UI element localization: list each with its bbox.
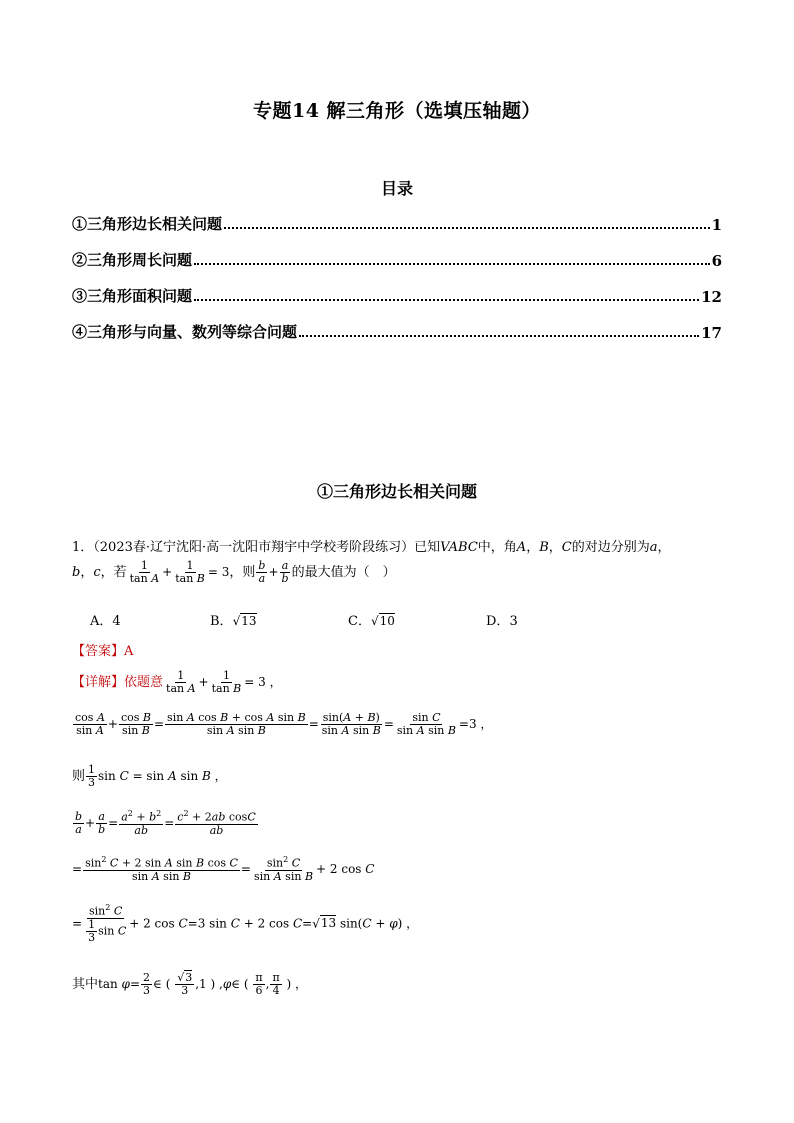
where-label: 其中 [72,977,99,993]
toc-item-label: ①三角形边长相关问题 [72,215,223,233]
question-number: 1． [72,540,94,555]
stem-text: ，则 [229,565,256,581]
fraction: $\frac{a}{b}$ [281,559,289,586]
answer-value: A [124,644,134,659]
option-value: 4 [112,614,121,629]
answer-line [72,640,133,659]
toc-item-page: 12 [701,288,722,306]
derivation-line: $\frac{\text{cos A}}{\text{sin A}}$ + $\frac{\text{cos B}}{\text{sin B}}$ = $\frac{\text{sin A cos B + cos A sin B}}{\text{sin A sin B}}$ = $\frac{\sin(A + B)}{\text{sin A sin B}}$ = $\frac{\text{sin C}}{\text{sin A sin B}}$ =3 ， [75,711,493,738]
option-value: 13 [241,614,257,628]
toc-item[interactable] [72,212,722,234]
derivation-line: 其中tan φ= $\frac{2}{3}$ ∈ ( $\frac{√3}{3}$ ,1 ) ,φ∈ ( $\frac{\pi}{6}$ , $\frac{\pi}{4}$ ) ， [72,971,308,998]
triangle-name: VABC [440,540,478,555]
fraction: $\frac{1}{\text{tan A}}$ [129,559,160,586]
stem-text: 的对边分别为 [571,540,650,555]
section-heading: ①三角形边长相关问题 [316,482,477,501]
derivation-line: = $\sin^2 C$ $\frac{1}{3}$ sin C + 2 cos C=3 sin C + 2 cos C=√13 sin(C + φ) ， [72,903,419,944]
option-key: C． [348,614,371,629]
option-value: 3 [509,614,518,629]
option-key: D． [486,614,510,629]
then-label: 则 [72,769,86,785]
answer-label: 【答案】 [72,644,125,659]
toc-leader [299,334,699,337]
stem-text: ，若 [100,565,127,581]
derivation-line: = $\frac{\sin^2 C + 2 \sin A \sin B \cos C}{\text{sin A sin B}}$ = $\frac{\sin^2 C}{\text{sin A sin B}}$ + 2 cos C [72,855,375,883]
toc-leader [194,298,699,301]
option-d[interactable] [486,610,518,629]
toc-heading: 目录 [380,179,413,198]
var-a: a [649,540,658,555]
toc-item[interactable] [72,248,722,270]
stem-text: 的最大值为（ ） [291,565,396,581]
detail-line1: 【详解】依题意 $\frac{1}{\text{tan A}}$ + $\frac{1}{\text{tan B}}$ = 3 ， [72,669,282,696]
toc-item-page: 1 [711,216,722,234]
option-b[interactable]: B．√13 [210,614,257,629]
var-B: B [539,540,549,555]
var-c: c [93,565,101,581]
option-key: A． [90,614,113,629]
fraction: $\frac{b}{a}$ [258,559,266,586]
option-c[interactable]: C．√10 [348,614,395,629]
option-a[interactable] [90,610,121,629]
question-source: （2023春·辽宁沈阳·高一沈阳市翔宇中学校考阶段练习）已知 [93,540,441,555]
toc-item[interactable] [72,284,722,306]
toc-item[interactable] [72,320,722,342]
var-C: C [561,540,572,555]
var-A: A [516,540,527,555]
condition-value: = 3 [207,565,230,580]
option-key: B． [210,614,233,629]
derivation-line: $\frac{b}{a}$ + $\frac{a}{b}$ = $\frac{a^2 + b^2}{ab}$ = $\frac{c^2 + 2ab \cos C}{ab}$ [75,809,256,837]
question-stem-line2: b，c，若 $\frac{1}{\text{tan A}}$ + $\frac{1}{\text{tan B}}$ = 3，则 $\frac{b}{a}$ + $\frac{a}{b}$ 的最大值为（ ） [72,559,396,586]
question-stem-line1: 1．（2023春·辽宁沈阳·高一沈阳市翔宇中学校考阶段练习）已知VABC中，角A，B，C的对边分别为a， [72,540,671,555]
stem-text: 中，角 [477,540,517,555]
derivation-line: 则 $\frac{1}{3}$ sin C = sin A sin B ， [72,763,227,790]
var-b: b [72,565,81,581]
toc-item-page: 6 [711,252,722,270]
toc-item-label: ④三角形与向量、数列等综合问题 [72,323,298,341]
toc-leader [194,262,710,265]
page-title: 专题14 解三角形（选填压轴题） [252,100,542,122]
detail-label: 【详解】 [72,675,125,691]
toc-leader [224,226,710,229]
toc-item-page: 17 [701,324,722,342]
fraction: $\frac{1}{\text{tan B}}$ [175,559,205,586]
detail-intro: 依题意 [124,675,164,691]
option-value: 10 [379,614,395,628]
toc-item-label: ③三角形面积问题 [72,287,193,305]
toc-item-label: ②三角形周长问题 [72,251,193,269]
